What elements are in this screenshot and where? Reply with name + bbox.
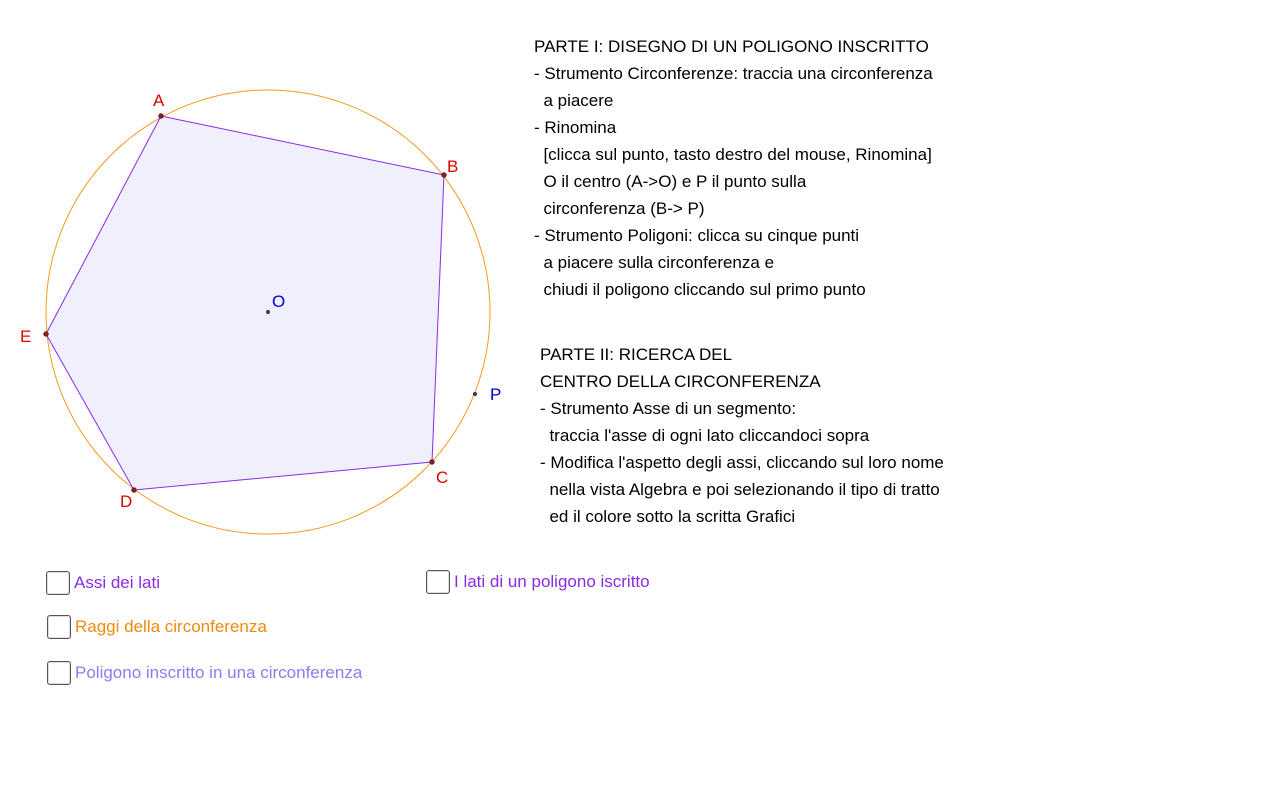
- part-2-line: - Strumento Asse di un segmento:: [540, 399, 797, 418]
- toggle-raggi[interactable]: [47, 615, 267, 639]
- part-2-line: ed il colore sotto la scritta Grafici: [540, 507, 796, 526]
- checkbox-label-assi-dei-lati[interactable]: Assi dei lati: [74, 573, 160, 592]
- part-2-line: - Modifica l'aspetto degli assi, cliccando sul loro nome: [540, 453, 944, 472]
- part-1-line: - Strumento Circonferenze: traccia una circonferenza: [534, 64, 933, 83]
- label-o: O: [272, 292, 286, 311]
- part-1-line: circonferenza (B-> P): [534, 199, 705, 218]
- inscribed-pentagon[interactable]: [46, 116, 444, 490]
- checkbox-lati-poligono[interactable]: [426, 570, 450, 594]
- part-2-line: CENTRO DELLA CIRCONFERENZA: [540, 372, 821, 391]
- point-c[interactable]: [430, 460, 435, 465]
- part-1-line: a piacere sulla circonferenza e: [534, 253, 775, 272]
- toggle-poligono-inscritto[interactable]: [47, 661, 362, 685]
- label-c: C: [436, 468, 449, 487]
- checkbox-label-raggi[interactable]: Raggi della circonferenza: [75, 617, 267, 636]
- checkbox-poligono-inscritto[interactable]: [47, 661, 71, 685]
- part-2-line: traccia l'asse di ogni lato cliccandoci sopra: [540, 426, 870, 445]
- part-1-line: a piacere: [534, 91, 614, 110]
- part-1-line: PARTE I: DISEGNO DI UN POLIGONO INSCRITTO: [534, 37, 929, 56]
- label-p: P: [490, 385, 502, 404]
- part-1-line: [clicca sul punto, tasto destro del mouse, Rinomina]: [534, 145, 932, 164]
- label-d: D: [120, 492, 133, 511]
- part-1-line: O il centro (A->O) e P il punto sulla: [534, 172, 807, 191]
- checkbox-label-poligono-inscritto[interactable]: Poligono inscritto in una circonferenza: [75, 663, 363, 682]
- point-b[interactable]: [442, 173, 447, 178]
- toggle-lati-poligono[interactable]: [426, 570, 650, 594]
- point-e[interactable]: [44, 332, 49, 337]
- checkbox-raggi[interactable]: [47, 615, 71, 639]
- part-2-line: nella vista Algebra e poi selezionando il tipo di tratto: [540, 480, 940, 499]
- part-1-line: - Strumento Poligoni: clicca su cinque punti: [534, 226, 860, 245]
- instructions-part-2: [540, 341, 944, 530]
- checkbox-label-lati-poligono[interactable]: I lati di un poligono iscritto: [454, 572, 650, 591]
- label-a: A: [153, 91, 165, 110]
- label-b: B: [447, 157, 459, 176]
- part-2-line: PARTE II: RICERCA DEL: [540, 345, 733, 364]
- point-a[interactable]: [159, 114, 164, 119]
- checkbox-assi-dei-lati[interactable]: [46, 571, 70, 595]
- label-e: E: [20, 327, 32, 346]
- toggle-assi-dei-lati[interactable]: [46, 571, 160, 595]
- point-p[interactable]: [473, 392, 477, 396]
- part-1-line: - Rinomina: [534, 118, 617, 137]
- instructions-part-1: [534, 33, 933, 303]
- point-o-center[interactable]: [266, 310, 270, 314]
- part-1-line: chiudi il poligono cliccando sul primo punto: [534, 280, 866, 299]
